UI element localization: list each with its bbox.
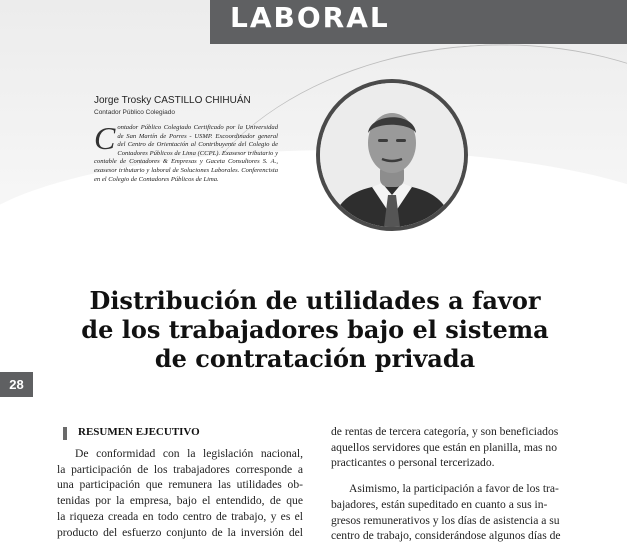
text-line: centro de trabajo, considerándose algunos días de [331,529,561,543]
right-column [331,424,577,554]
author-role: Contador Público Colegiado [94,109,175,116]
bio-dropcap: C [94,120,116,156]
text-line: gresos remunerativos y los días de asistencia a su [331,513,560,527]
paragraph [331,424,577,471]
portrait-illustration [320,83,464,227]
text-line: De conformidad con la legislación nacional, [75,447,303,460]
text-line: la participación de los trabajadores corresponde a [57,462,303,476]
text-line: bajadores, están supeditado en cuanto a sus in- [331,497,548,511]
section-heading: RESUMEN EJECUTIVO [78,426,200,438]
paragraph [331,481,577,544]
author-bio [94,120,278,184]
title-line: de contratación privada [154,344,476,373]
author-name: Jorge Trosky CASTILLO CHIHUÁN [94,95,251,106]
title-line: Distribución de utilidades a favor [89,286,541,315]
page-number: 28 [0,372,33,397]
author-portrait [320,83,464,227]
title-line: de los trabajadores bajo el sistema [81,315,549,344]
left-column [57,446,303,540]
section-title: LABORAL [230,1,390,34]
text-line: aquellos servidores que están en planilla, mas no [331,440,558,454]
text-line: la riqueza creada en todo centro de trabajo, y es el [57,509,303,523]
text-line: de rentas de tercera categoría, y son beneficiados [331,425,559,438]
bio-text: ontador Público Colegiado Certificado por la Universidad de San Martín de Porres - USMP. Excoordinador general del Centro de Orientación al Contribuyente del Colegio de Contadores Públicos de Lima (CCPL). Exasesor tributario y contable de Contadores & Empresas y Gaceta Consultores S. A., exasesor tributario y laboral de Soluciones Laborales. Conferencista en el Colegio de Contadores Públicos de Lima. [94,124,278,183]
text-line: producto del esfuerzo conjunto de la inversión del [57,525,303,539]
text-line: una participación que remunera las utilidades ob- [57,478,303,492]
text-line: practicantes o personal tercerizado. [331,456,495,470]
text-line: Asimismo, la participación a favor de los tra- [349,482,559,496]
section-marker [63,427,67,440]
article-title [55,286,575,373]
text-line: tenidas por la empresa, bajo el entendido, de que [57,494,303,508]
